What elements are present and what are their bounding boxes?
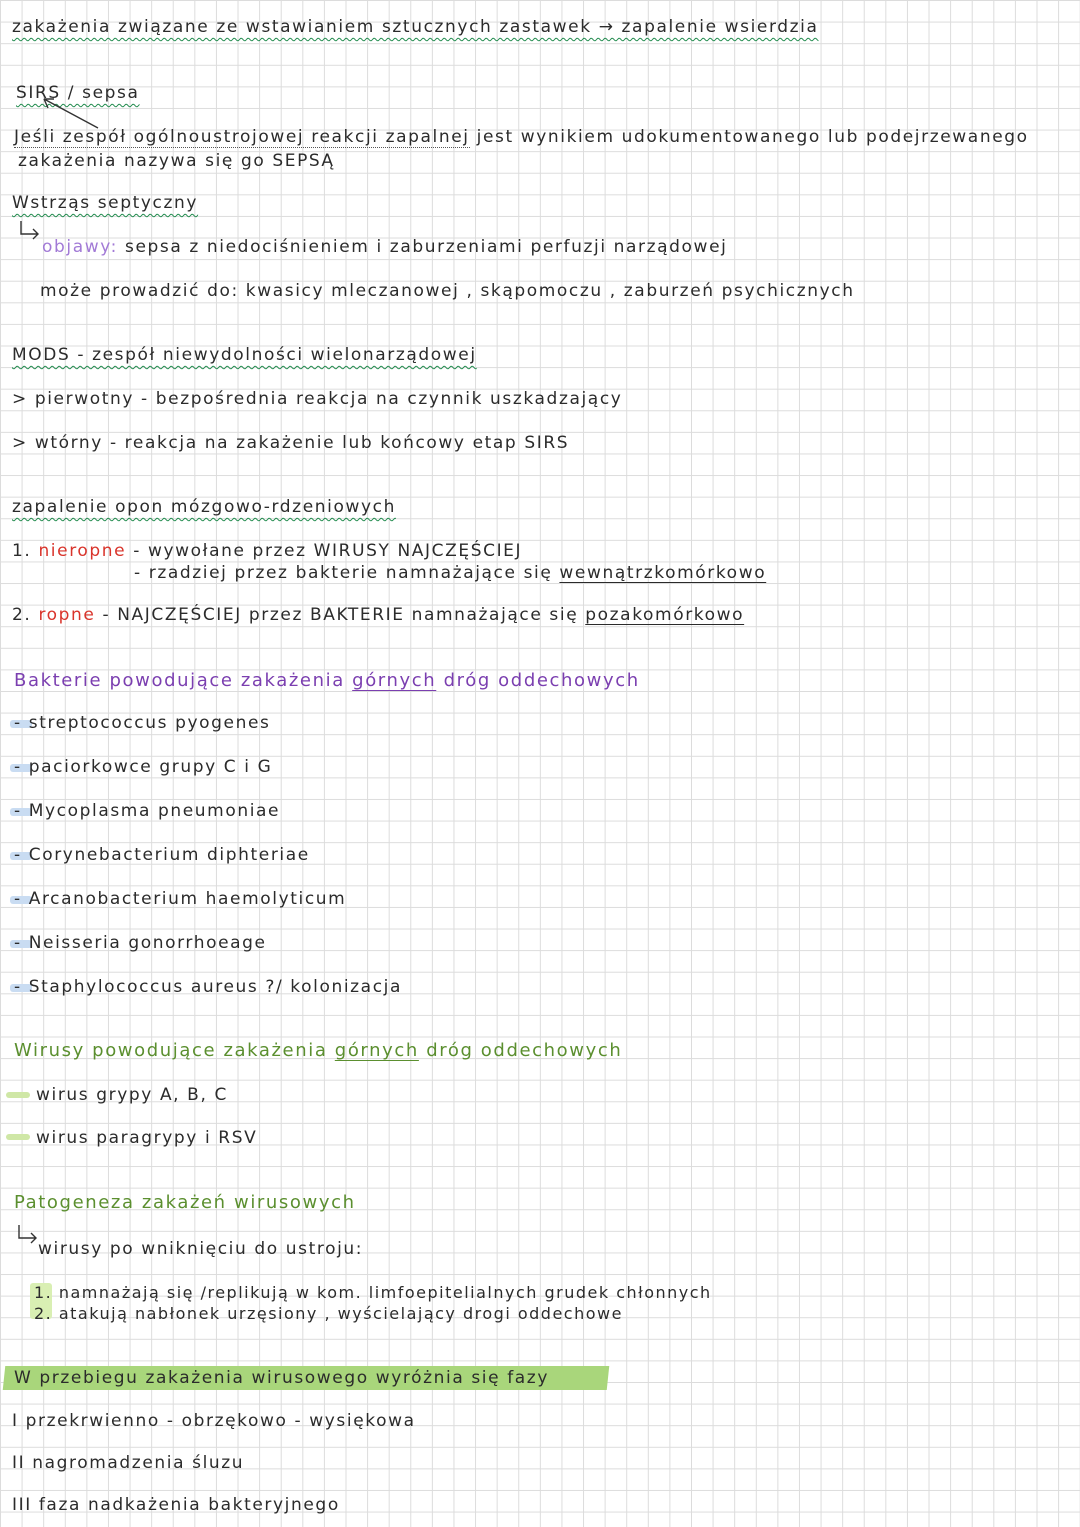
- phase-number: I: [12, 1411, 19, 1431]
- nonpurulent-text: - wywołane przez WIRUSY NAJCZĘŚCIEJ: [126, 541, 523, 561]
- purulent-label: ropne: [38, 605, 96, 625]
- meningitis-nonpurulent: [12, 540, 522, 562]
- bacteria-item: - streptococcus pyogenes: [14, 713, 271, 733]
- phase-text: faza nadkażenia bakteryjnego: [31, 1495, 340, 1515]
- phase-text: przekrwienno - obrzękowo - wysiękowa: [18, 1411, 416, 1431]
- bacteria-item: - Corynebacterium diphteriae: [14, 845, 310, 865]
- phase-1: [12, 1410, 416, 1432]
- sirs-definition-line2: zakażenia nazywa się go SEPSĄ: [18, 151, 335, 171]
- item-number: 1.: [12, 541, 32, 561]
- bullet-highlight: [6, 1092, 30, 1098]
- meningitis-purulent: [12, 604, 744, 626]
- symptoms-label: objawy:: [42, 237, 118, 257]
- heading-pathogenesis: Patogeneza zakażeń wirusowych: [14, 1192, 356, 1213]
- bacteria-item: - paciorkowce grupy C i G: [14, 757, 273, 777]
- viruses-heading-c: dróg oddechowych: [418, 1040, 623, 1061]
- extracellular-term: pozakomórkowo: [585, 605, 745, 625]
- meningitis-nonpurulent-line2: [134, 562, 766, 584]
- heading-mods: MODS - zespół niewydolności wielonarządowej: [12, 345, 477, 365]
- step-number: 1.: [34, 1283, 53, 1302]
- pathogenesis-step-1: [34, 1282, 712, 1304]
- bacteria-item: - Arcanobacterium haemolyticum: [14, 889, 347, 909]
- phase-number: III: [12, 1495, 32, 1515]
- step-number: 2.: [34, 1304, 53, 1323]
- heading-septic-shock: Wstrząs septyczny: [12, 193, 199, 213]
- bacteria-item: - Neisseria gonorrhoeage: [14, 933, 267, 953]
- sirs-term: Jeśli zespół ogólnoustrojowej reakcji zapalnej: [14, 127, 470, 147]
- mods-secondary: > wtórny - reakcja na zakażenie lub końcowy etap SIRS: [12, 433, 570, 453]
- phase-2: [12, 1452, 244, 1474]
- phase-number: II: [12, 1453, 26, 1473]
- viruses-heading-a: Wirusy powodujące zakażenia: [14, 1040, 335, 1061]
- mods-primary: > pierwotny - bezpośrednia reakcja na czynnik uszkadzający: [12, 389, 623, 409]
- pathogenesis-intro: wirusy po wniknięciu do ustroju:: [38, 1239, 364, 1259]
- branch-arrow-icon: [18, 220, 44, 242]
- bacteria-heading-a: Bakterie powodujące zakażenia: [14, 670, 353, 691]
- step-text: namnażają się /replikują w kom. limfoepitelialnych grudek chłonnych: [52, 1283, 712, 1302]
- nonpurulent-label: nieropne: [38, 541, 127, 561]
- heading-sirs-sepsa: SIRS / sepsa: [16, 83, 140, 103]
- sirs-definition-line1: [14, 126, 1029, 148]
- arrow-icon: [40, 96, 100, 130]
- intracellular-term: wewnątrzkomórkowo: [559, 563, 767, 583]
- heading-meningitis: zapalenie opon mózgowo-rdzeniowych: [12, 497, 396, 517]
- bacteria-item: - Mycoplasma pneumoniae: [14, 801, 281, 821]
- phase-text: nagromadzenia śluzu: [25, 1453, 245, 1473]
- nonpurulent-text2: - rzadziej przez bakterie namnażające się: [134, 563, 560, 583]
- septic-shock-symptoms: [42, 236, 727, 258]
- viruses-heading-upper: górnych: [334, 1040, 419, 1061]
- step-text: atakują nabłonek urzęsiony , wyścielający drogi oddechowe: [52, 1304, 623, 1323]
- bacteria-heading-upper: górnych: [352, 670, 437, 691]
- heading-bacteria: [14, 670, 640, 692]
- virus-item: wirus grypy A, B, C: [36, 1085, 228, 1105]
- note-line-valves: zakażenia związane ze wstawianiem sztucznych zastawek → zapalenie wsierdzia: [12, 17, 819, 37]
- purulent-text: - NAJCZĘŚCIEJ przez BAKTERIE namnażające się: [95, 605, 586, 625]
- virus-item: wirus paragrypy i RSV: [36, 1128, 258, 1148]
- bacteria-heading-c: dróg oddechowych: [436, 670, 640, 691]
- pathogenesis-step-2: [34, 1303, 623, 1325]
- item-number: 2.: [12, 605, 32, 625]
- bullet-highlight: [6, 1134, 30, 1140]
- septic-shock-consequences: może prowadzić do: kwasicy mleczanowej , skąpomoczu , zaburzeń psychicznych: [40, 281, 855, 301]
- heading-phases: W przebiegu zakażenia wirusowego wyróżnia się fazy: [14, 1368, 549, 1388]
- symptoms-text: sepsa z niedociśnieniem i zaburzeniami perfuzji narządowej: [118, 237, 728, 257]
- phase-3: [12, 1494, 340, 1516]
- sirs-definition-rest: jest wynikiem udokumentowanego lub podejrzewanego: [469, 127, 1029, 147]
- bacteria-item: - Staphylococcus aureus ?/ kolonizacja: [14, 977, 402, 997]
- heading-viruses: [14, 1040, 622, 1062]
